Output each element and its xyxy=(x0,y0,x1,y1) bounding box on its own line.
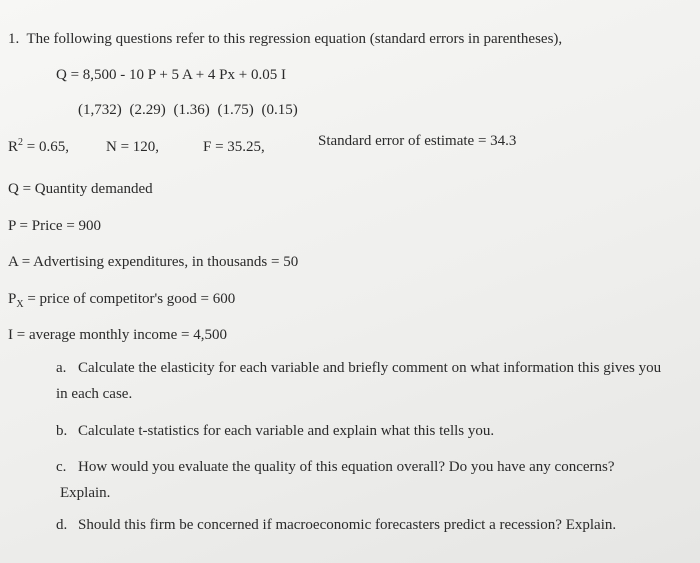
variable-a: A = Advertising expenditures, in thousands = 50 xyxy=(8,254,299,270)
standard-error-estimate: Standard error of estimate = 34.3 xyxy=(318,133,517,149)
part-c-label: c. xyxy=(56,459,67,475)
r2-label: R xyxy=(8,139,19,155)
question-header xyxy=(8,30,562,48)
variable-q: Q = Quantity demanded xyxy=(8,181,153,197)
regression-equation: Q = 8,500 - 10 P + 5 A + 4 Px + 0.05 I xyxy=(56,67,286,83)
part-a-continuation: in each case. xyxy=(56,386,133,402)
r2-superscript: 2 xyxy=(18,137,24,148)
part-a-text: Calculate the elasticity for each variable and briefly comment on what information this gives you xyxy=(78,360,662,376)
part-c xyxy=(56,454,696,506)
part-b xyxy=(56,418,696,444)
question-intro: The following questions refer to this regression equation (standard errors in parentheses), xyxy=(26,31,563,47)
part-d xyxy=(56,512,696,538)
r-squared xyxy=(8,138,69,156)
part-b-text: Calculate t-statistics for each variable and explain what this tells you. xyxy=(78,423,495,439)
part-a xyxy=(56,355,696,407)
part-d-label: d. xyxy=(56,517,68,533)
part-c-continuation: Explain. xyxy=(60,485,111,501)
variable-p: P = Price = 900 xyxy=(8,218,102,234)
sample-size: N = 120, xyxy=(106,139,160,155)
variable-px xyxy=(8,290,235,308)
part-d-text: Should this firm be concerned if macroeconomic forecasters predict a recession? Explain. xyxy=(78,517,617,533)
f-statistic: F = 35.25, xyxy=(203,139,265,155)
r2-value: = 0.65, xyxy=(23,139,69,155)
px-prefix: P xyxy=(8,291,17,307)
question-number: 1. xyxy=(8,31,20,47)
part-a-label: a. xyxy=(56,360,67,376)
px-subscript: X xyxy=(16,299,24,310)
px-rest: = price of competitor's good = 600 xyxy=(23,291,236,307)
variable-i: I = average monthly income = 4,500 xyxy=(8,327,227,343)
part-b-label: b. xyxy=(56,423,68,439)
standard-errors: (1,732) (2.29) (1.36) (1.75) (0.15) xyxy=(78,102,298,118)
part-c-text: How would you evaluate the quality of this equation overall? Do you have any concerns? xyxy=(78,459,615,475)
